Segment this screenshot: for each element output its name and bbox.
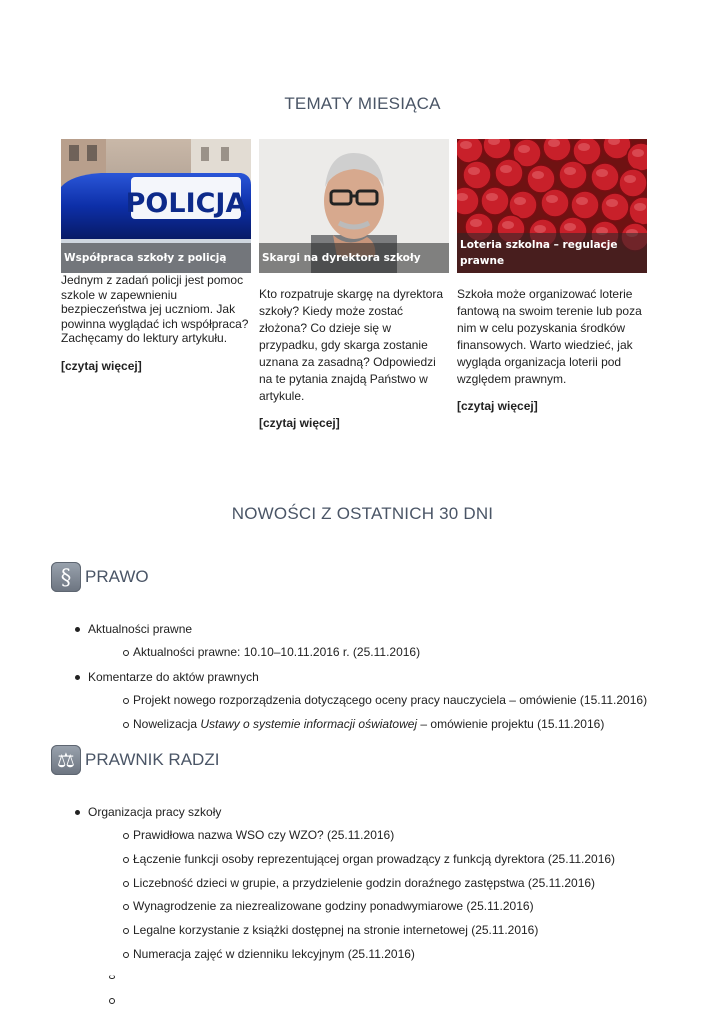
- list-item[interactable]: Numeracja zajęć w dzienniku lekcyjnym (25.11.2016): [110, 943, 615, 967]
- lottery-ball-shine: [486, 193, 498, 201]
- topic-card-lottery: [457, 139, 647, 413]
- list-item[interactable]: Aktualności prawne: 10.10–10.11.2016 r. (25.11.2016): [110, 641, 647, 665]
- paragraph-icon: §: [51, 562, 81, 592]
- list-item[interactable]: Nowelizacja Ustawy o systemie informacji oświatowej – omówienie projektu (15.11.2016): [110, 713, 647, 737]
- read-more-link[interactable]: [czytaj więcej]: [61, 358, 142, 373]
- list-item[interactable]: Projekt nowego rozporządzenia dotyczącego oceny pracy nauczyciela – omówienie (15.11.2016): [110, 689, 647, 713]
- lottery-ball-shine: [546, 195, 558, 203]
- card-caption: Loteria szkolna – regulacje prawne: [457, 233, 647, 273]
- topics-title: TEMATY MIESIĄCA: [284, 94, 441, 113]
- lottery-ball: [591, 163, 619, 191]
- list-group: [74, 800, 615, 967]
- lottery-ball-shine: [634, 203, 646, 211]
- lottery-ball-shine: [596, 169, 608, 177]
- lottery-ball-shine: [548, 139, 560, 147]
- lottery-ball: [619, 169, 647, 197]
- lottery-ball: [601, 193, 629, 221]
- card-text: Jednym z zadań policji jest pomoc szkole w zapewnieniu bezpieczeństwa jej uczniom. Jak powinna wyglądać ich współpraca? Zachęcamy do lektury artykułu.: [61, 273, 249, 346]
- empty-list-bullet: [109, 975, 115, 979]
- lottery-ball: [527, 165, 555, 193]
- lottery-ball: [559, 161, 587, 189]
- list-item[interactable]: Prawidłowa nazwa WSO czy WZO? (25.11.2016): [110, 824, 615, 848]
- list-item[interactable]: Wynagrodzenie za niezrealizowane godziny ponadwymiarowe (25.11.2016): [110, 895, 615, 919]
- category-prawo: [51, 562, 149, 592]
- lottery-balls-image[interactable]: [457, 139, 647, 273]
- topic-card-complaints: [259, 139, 449, 430]
- list-group: [74, 617, 647, 665]
- category-title: PRAWO: [85, 567, 149, 586]
- lottery-ball: [571, 191, 599, 219]
- list-group: [74, 665, 647, 737]
- lottery-ball-shine: [632, 149, 644, 157]
- lottery-ball-shine: [606, 199, 618, 207]
- lottery-ball: [481, 187, 509, 215]
- lottery-ball-shine: [564, 167, 576, 175]
- category-title: PRAWNIK RADZI: [85, 750, 220, 769]
- list-item[interactable]: Łączenie funkcji osoby reprezentującej organ prowadzący z funkcją dyrektora (25.11.2016): [110, 848, 615, 872]
- lottery-ball: [627, 143, 647, 171]
- lottery-ball-shine: [578, 143, 590, 151]
- group-label: Aktualności prawne: [88, 622, 193, 636]
- lottery-ball-shine: [502, 221, 514, 229]
- news-title: NOWOŚCI Z OSTATNICH 30 DNI: [231, 504, 494, 523]
- lottery-ball-shine: [624, 175, 636, 183]
- group-label: Organizacja pracy szkoły: [88, 805, 222, 819]
- card-caption: Skargi na dyrektora szkoły: [259, 243, 449, 273]
- lottery-ball-shine: [514, 197, 526, 205]
- lottery-ball-shine: [460, 141, 472, 149]
- lottery-ball-shine: [532, 171, 544, 179]
- lottery-ball: [457, 187, 479, 215]
- lottery-ball: [495, 159, 523, 187]
- category-prawnik-radzi: [51, 745, 219, 775]
- lottery-ball-shine: [564, 223, 576, 231]
- empty-list-bullet: [109, 998, 115, 1004]
- lottery-ball-shine: [518, 145, 530, 153]
- topic-card-police: [61, 139, 251, 373]
- police-car-image[interactable]: [61, 139, 251, 273]
- lottery-ball-shine: [576, 197, 588, 205]
- police-sign-text: POLICJA: [125, 188, 247, 219]
- lottery-ball: [463, 161, 491, 189]
- lottery-ball-shine: [470, 219, 482, 227]
- scales-icon: ⚖: [51, 745, 81, 775]
- card-text: Szkoła może organizować loterie fantową na swoim terenie lub poza nim w celu pozyskania środków finansowych. Warto wiedzieć, jak wygląda organizacja loterii pod względem prawnym.: [457, 287, 642, 386]
- lottery-ball-shine: [500, 165, 512, 173]
- prawnik-radzi-list: [74, 800, 615, 967]
- prawo-list: [74, 617, 647, 736]
- lottery-ball: [541, 189, 569, 217]
- lottery-ball-shine: [468, 167, 480, 175]
- card-caption: Współpraca szkoły z policją: [61, 243, 251, 273]
- read-more-link[interactable]: [czytaj więcej]: [457, 399, 538, 413]
- thoughtful-man-image[interactable]: [259, 139, 449, 273]
- read-more-link[interactable]: [czytaj więcej]: [259, 416, 340, 430]
- list-item[interactable]: Legalne korzystanie z książki dostępnej na stronie internetowej (25.11.2016): [110, 919, 615, 943]
- lottery-ball-shine: [534, 225, 546, 233]
- group-label: Komentarze do aktów prawnych: [88, 669, 259, 684]
- list-item[interactable]: Liczebność dzieci w grupie, a przydzielenie godzin doraźnego zastępstwa (25.11.2016): [110, 872, 615, 896]
- card-text: Kto rozpatruje skargę na dyrektora szkoły? Kiedy może zostać złożona? Co dzieje się w przypadku, gdy skarga zostanie uznana za zasadną? Odpowiedzi na te pytania znajdą Państwo w artykule.: [259, 287, 444, 403]
